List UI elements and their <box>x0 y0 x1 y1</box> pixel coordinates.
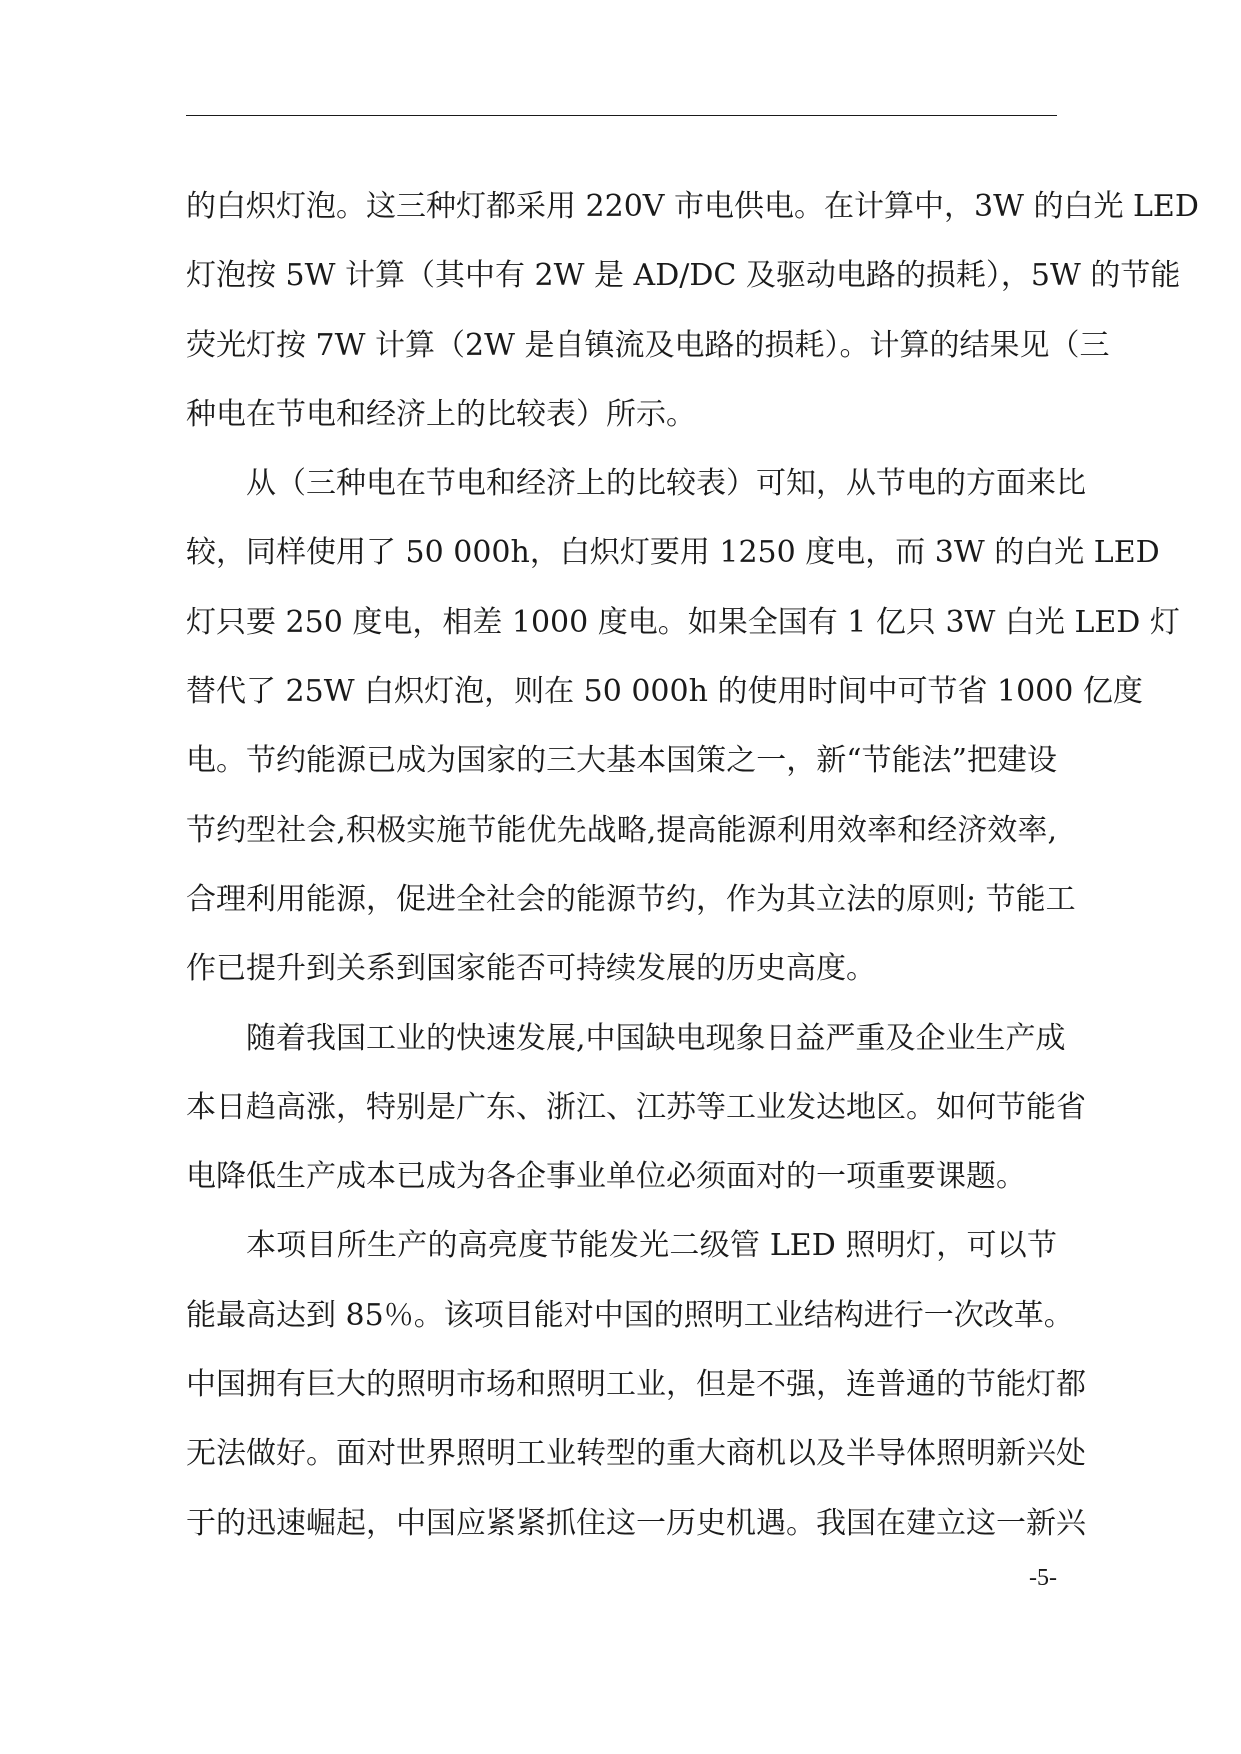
text-line: 于的迅速崛起，中国应紧紧抓住这一历史机遇。我国在建立这一新兴 <box>186 1505 1086 1541</box>
text-line: 本项目所生产的高亮度节能发光二级管 LED 照明灯，可以节 <box>246 1228 1057 1264</box>
text-line: 灯泡按 5W 计算（其中有 2W 是 AD/DC 及驱动电路的损耗），5W 的节能 <box>186 258 1181 294</box>
header-rule <box>186 115 1057 116</box>
text-line: 无法做好。面对世界照明工业转型的重大商机以及半导体照明新兴处 <box>186 1436 1086 1472</box>
text-line: 节约型社会,积极实施节能优先战略,提高能源利用效率和经济效率, <box>186 812 1057 848</box>
body-text <box>186 172 1199 1558</box>
text-line: 能最高达到 85％。该项目能对中国的照明工业结构进行一次改革。 <box>186 1297 1074 1333</box>
text-line: 随着我国工业的快速发展,中国缺电现象日益严重及企业生产成 <box>246 1020 1066 1056</box>
page-number: -5- <box>1029 1565 1057 1591</box>
text-line: 的白炽灯泡。这三种灯都采用 220V 市电供电。在计算中，3W 的白光 LED <box>186 189 1199 224</box>
text-line: 作已提升到关系到国家能否可持续发展的历史高度。 <box>186 951 876 987</box>
text-line: 合理利用能源，促进全社会的能源节约，作为其立法的原则; 节能工 <box>186 881 1076 917</box>
text-line: 灯只要 250 度电，相差 1000 度电。如果全国有 1 亿只 3W 白光 LED 灯 <box>186 604 1180 640</box>
text-line: 电降低生产成本已成为各企事业单位必须面对的一项重要课题。 <box>186 1159 1026 1195</box>
text-line: 从（三种电在节电和经济上的比较表）可知，从节电的方面来比 <box>246 466 1086 502</box>
text-line: 电。节约能源已成为国家的三大基本国策之一，新“节能法”把建设 <box>186 743 1057 779</box>
text-line: 荧光灯按 7W 计算（2W 是自镇流及电路的损耗）。计算的结果见（三 <box>186 327 1110 363</box>
text-line: 替代了 25W 白炽灯泡，则在 50 000h 的使用时间中可节省 1000 亿度 <box>186 674 1143 710</box>
text-line: 中国拥有巨大的照明市场和照明工业，但是不强，连普通的节能灯都 <box>186 1367 1086 1403</box>
text-line: 较，同样使用了 50 000h，白炽灯要用 1250 度电，而 3W 的白光 LED <box>186 535 1160 571</box>
text-line: 本日趋高涨，特别是广东、浙江、江苏等工业发达地区。如何节能省 <box>186 1089 1086 1125</box>
text-line: 种电在节电和经济上的比较表）所示。 <box>186 396 696 432</box>
